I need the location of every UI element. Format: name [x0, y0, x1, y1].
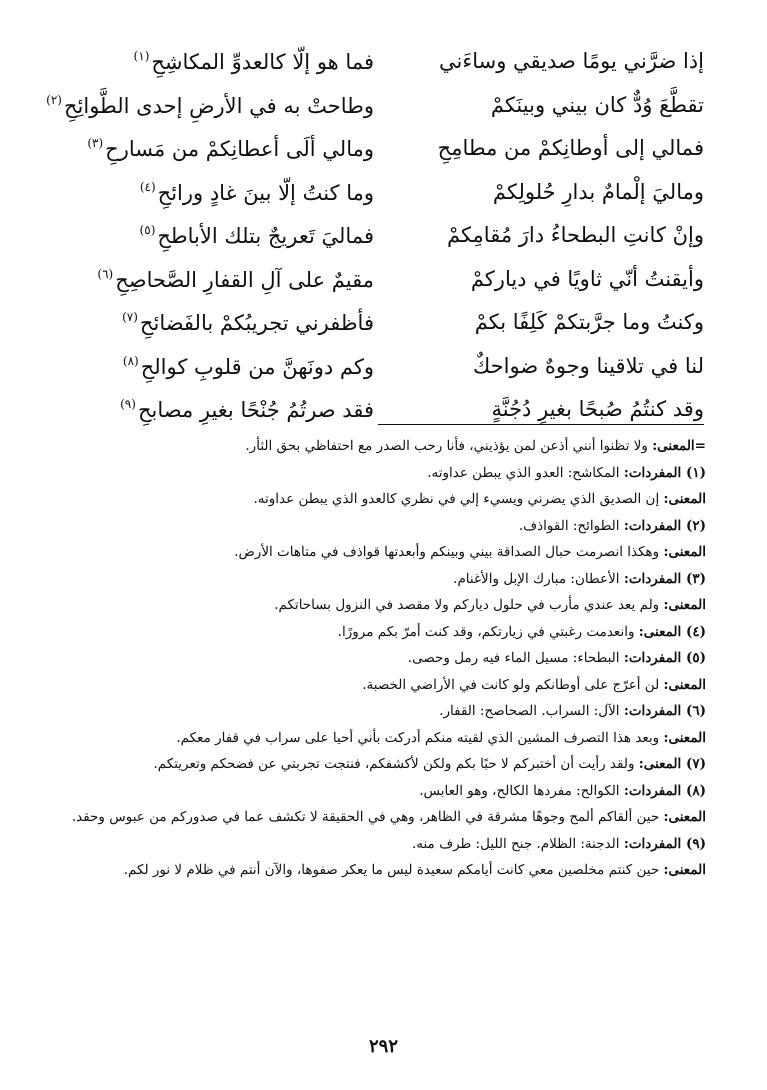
footnote-text: حين ألقاكم ألمح وجوهًا مشرقة في الظاهر، وهي في الحقيقة لا تكشف عما في صدوركم من عبوس وحقد. [71, 809, 664, 825]
footnote-line [66, 698, 706, 725]
footnote-ref: (٧) [122, 310, 138, 325]
hemistich-text: فقد صرتُمُ جُنْحًا بغيرِ مصابحِ [137, 398, 374, 423]
footnote-text: الأعطان: مبارك الإبل والأغنام. [453, 570, 624, 587]
footnote-ref: (٤) [139, 179, 156, 194]
verse-hemistich-second [68, 268, 374, 291]
hemistich-text: وطاحتْ به في الأرضِ إحدى الطَّوائِحِ [63, 93, 374, 118]
verse-hemistich-second [68, 224, 374, 247]
verse-line [68, 345, 704, 389]
verse-hemistich-first: وإنْ كانتِ البطحاءُ دارَ مُقامِكمْ [446, 223, 704, 248]
footnote-line [66, 513, 706, 540]
page-number: ٢٩٢ [368, 1036, 398, 1057]
footnote-label: (٧) المعنى: [638, 756, 706, 772]
footnote-line [66, 804, 706, 831]
footnote-label: المعنى: [663, 544, 706, 560]
footnote-line [66, 857, 706, 884]
footnote-ref: (٨) [122, 353, 139, 368]
footnote-text: الآل: السراب. الصحاصح: القفار. [439, 703, 624, 719]
footnote-line [66, 778, 706, 805]
verse-line [68, 127, 704, 171]
verse-hemistich-second [46, 92, 374, 118]
hemistich-text: وكم دونَهنَّ من قلوبِ كوالحِ [140, 354, 374, 379]
verse-hemistich-first: لنا في تلاقينا وجوهٌ ضواحكٌ [472, 353, 704, 378]
footnote-text: وانعدمت رغبتي في زيارتكم، وقد كنت أمرّ بكم مرورًا. [337, 623, 639, 640]
verse-line [68, 40, 704, 84]
footnote-label: (٨) المفردات: [623, 782, 706, 799]
verse-line [68, 258, 704, 302]
footnote-label: (٦) المفردات: [623, 703, 706, 719]
footnote-text: لن أعرّج على أوطانكم ولو كانت في الأراضي الخصبة. [362, 676, 664, 693]
footnote-text: وهكذا انصرمت حبال الصداقة بيني وبينكم وأبعدتها قواذف في متاهات الأرض. [234, 544, 664, 560]
footnote-label: المعنى: [663, 676, 706, 693]
footnote-ref: (٥) [139, 223, 156, 238]
footnote-line [66, 592, 706, 619]
verse-hemistich-second [68, 137, 374, 160]
verse-hemistich-second [68, 355, 374, 378]
hemistich-text: فأظفرني تجريبُكمْ بالفَضائحِ [139, 311, 374, 336]
verse-hemistich-first: وماليَ إلْمامٌ بدارِ حُلولِكمْ [492, 179, 704, 204]
footnote-text: إن الصديق الذي يضرني ويسيء إلي في نظري كالعدو الذي يبطن عداوته. [253, 491, 664, 507]
footnote-ref: (٩) [120, 397, 136, 412]
footnote-ref: (٢) [46, 92, 62, 107]
poem-verses [46, 40, 704, 432]
hemistich-text: مقيمٌ على آلِ القفارِ الصَّحاصِحِ [115, 267, 374, 292]
footnote-line [66, 725, 706, 752]
verse-hemistich-first: وكنتُ وما جرَّبتكمْ كَلِفًا بكمْ [474, 310, 704, 335]
footnote-text: وبعد هذا التصرف المشين الذي لقيته منكم أدركت بأني أحيا على سراب في قفار معكم. [176, 729, 664, 746]
verse-hemistich-first: فمالي إلى أوطانِكمْ من مطامِحِ [437, 136, 704, 161]
footnote-text: الدجنة: الظلام. جنح الليل: طرف منه. [411, 835, 624, 852]
footnote-line [66, 486, 706, 513]
footnote-line [66, 460, 706, 487]
footnotes [66, 433, 706, 884]
footnote-label: (٢) المفردات: [623, 517, 706, 534]
hemistich-text: وما كنتُ إلّا بينَ غادٍ ورائحِ [157, 180, 374, 205]
footnote-label: (١) المفردات: [623, 464, 706, 481]
hemistich-text: فما هو إلّا كالعدوِّ المكاشِحِ [151, 50, 374, 75]
verse-hemistich-second [68, 311, 374, 334]
footnote-label: المعنى: [663, 597, 706, 613]
verse-hemistich-first: إذا ضرَّني يومًا صديقي وساءَني [438, 49, 704, 74]
footnote-text: ولقد رأيت أن أختبركم لا حبًا بكم ولكن لأكشفكم، فنتجت تجربتي عن فضحكم وتعريتكم. [153, 756, 639, 772]
footnote-label: =المعنى: [652, 438, 706, 454]
footnote-label: (٥) المفردات: [623, 650, 706, 666]
footnote-text: البطحاء: مسيل الماء فيه رمل وحصى. [407, 650, 624, 666]
footnote-label: المعنى: [663, 809, 706, 825]
footnote-text: ولا تظنوا أنني أذعن لمن يؤذيني، فأنا رحب الصدر مع احتفاظي بحق الثأر. [245, 438, 653, 454]
footnote-text: المكاشح: العدو الذي يبطن عداوته. [427, 464, 624, 481]
footnote-label: المعنى: [663, 862, 706, 878]
verse-hemistich-second [68, 398, 374, 421]
verse-line [46, 84, 704, 128]
verse-hemistich-first: وقد كنتُمُ صُبحًا بغيرِ دُجُنَّةٍ [491, 397, 704, 422]
footnote-line [66, 831, 706, 858]
verse-line [68, 301, 704, 345]
footnote-line [66, 539, 706, 566]
footnote-label: (٩) المفردات: [623, 835, 706, 852]
footnote-ref: (١) [133, 49, 150, 64]
verse-hemistich-first: تقطَّعَ وُدٌّ كان بيني وبينَكمْ [490, 92, 704, 117]
verse-hemistich-second [68, 181, 374, 204]
footnote-text: ولم يعد عندي مأرب في حلول دياركم ولا مقصد في النزول بساحاتكم. [274, 597, 664, 613]
footnote-line [66, 645, 706, 672]
footnote-ref: (٣) [87, 136, 104, 151]
footnote-label: (٣) المفردات: [623, 570, 706, 587]
hemistich-text: فماليَ تَعريجٌ بتلك الأباطحِ [157, 224, 374, 249]
footnote-label: المعنى: [663, 729, 706, 746]
footnote-label: (٤) المعنى: [638, 623, 706, 640]
footnote-divider [378, 424, 704, 425]
footnote-text: حين كنتم مخلصين معي كانت أيامكم سعيدة ليس ما يعكر صفوها، والآن أنتم في ظلام لا نور لكم. [123, 862, 664, 878]
footnote-text: الطوائح: القواذف. [518, 517, 624, 534]
footnote-line [66, 619, 706, 646]
footnote-text: الكوالح: مفردها الكالح، وهو العابس. [419, 782, 624, 799]
footnote-line [66, 433, 706, 460]
footnote-line [66, 566, 706, 593]
footnote-line [66, 751, 706, 778]
footnote-ref: (٦) [97, 266, 114, 281]
hemistich-text: ومالي ألَى أعطانِكمْ من مَسارحِ [105, 137, 374, 162]
footnote-line [66, 672, 706, 699]
verse-line [68, 214, 704, 258]
verse-line [68, 171, 704, 215]
footnote-label: المعنى: [663, 491, 706, 507]
verse-hemistich-first: وأيقنتُ أنّي ثاويًا في دياركمْ [470, 266, 704, 291]
verse-hemistich-second [68, 50, 374, 73]
